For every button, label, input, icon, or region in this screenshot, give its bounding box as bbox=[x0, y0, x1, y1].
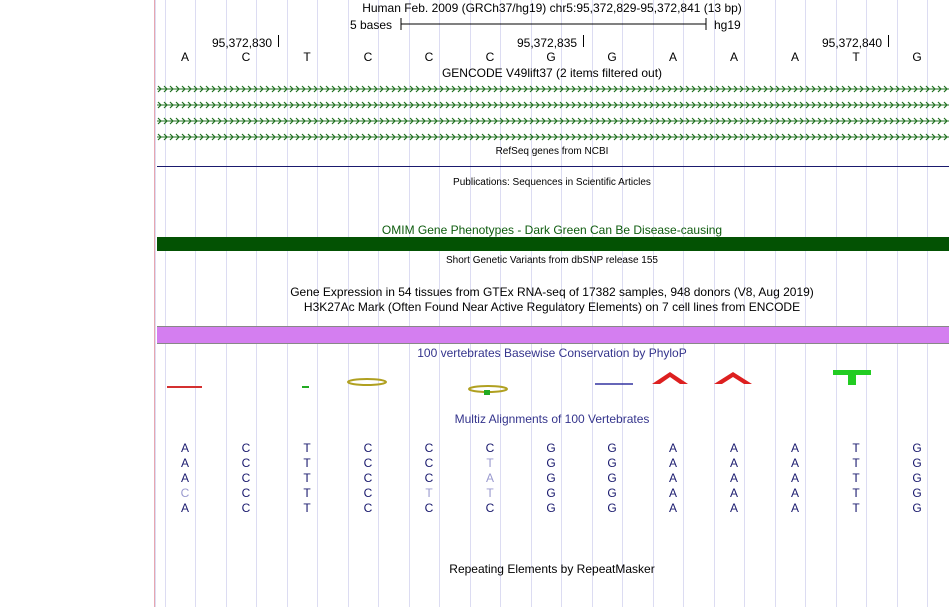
aligned-base: T bbox=[852, 486, 860, 500]
aligned-base-mismatch: T bbox=[425, 486, 433, 500]
multiz-track-title: Multiz Alignments of 100 Vertebrates bbox=[454, 412, 650, 426]
aligned-base: G bbox=[546, 471, 556, 485]
aligned-base: A bbox=[790, 441, 799, 455]
aligned-base: C bbox=[241, 456, 251, 470]
phylop-mark bbox=[652, 372, 688, 384]
aligned-base: C bbox=[485, 441, 495, 455]
aligned-base: A bbox=[729, 471, 738, 485]
aligned-base: A bbox=[790, 471, 799, 485]
aligned-base: A bbox=[668, 456, 677, 470]
coordinate-tick bbox=[583, 35, 584, 47]
base: C bbox=[485, 50, 495, 64]
base: A bbox=[668, 50, 677, 64]
aligned-base: T bbox=[303, 501, 311, 515]
aligned-base: A bbox=[729, 456, 738, 470]
cast-transcript-1[interactable] bbox=[157, 84, 949, 94]
aligned-base: C bbox=[424, 501, 434, 515]
phylop-mark bbox=[469, 386, 507, 395]
aligned-base: T bbox=[303, 486, 311, 500]
repeatmasker-track-title: Repeating Elements by RepeatMasker bbox=[449, 562, 655, 576]
aligned-base: A bbox=[668, 441, 677, 455]
aligned-base: G bbox=[912, 441, 922, 455]
aligned-base: G bbox=[607, 456, 617, 470]
aligned-base: G bbox=[912, 501, 922, 515]
base: C bbox=[241, 50, 251, 64]
aligned-base: C bbox=[363, 441, 373, 455]
omim-track-title: OMIM Gene Phenotypes - Dark Green Can Be Disease-causing bbox=[381, 223, 723, 237]
aligned-base: A bbox=[180, 456, 189, 470]
omim-gene-bar[interactable] bbox=[157, 237, 949, 251]
refseq-track-title: RefSeq genes from NCBI bbox=[495, 146, 609, 157]
scale-text: 5 bases bbox=[350, 18, 393, 32]
aligned-base: G bbox=[607, 501, 617, 515]
h3k27ac-track-title: H3K27Ac Mark (Often Found Near Active Regulatory Elements) on 7 cell lines from ENCODE bbox=[303, 300, 801, 314]
publications-track-title: Publications: Sequences in Scientific Articles bbox=[453, 177, 651, 188]
aligned-base: G bbox=[607, 486, 617, 500]
coordinate-tick bbox=[278, 35, 279, 47]
coordinate-label: 95,372,840 bbox=[822, 36, 883, 50]
base: G bbox=[912, 50, 922, 64]
base: T bbox=[303, 50, 311, 64]
aligned-base: C bbox=[363, 486, 373, 500]
dbsnp-track-title: Short Genetic Variants from dbSNP release 155 bbox=[446, 255, 658, 266]
aligned-base: G bbox=[546, 456, 556, 470]
scale-bar bbox=[400, 17, 710, 31]
aligned-base: T bbox=[852, 471, 860, 485]
base: G bbox=[607, 50, 617, 64]
aligned-base: C bbox=[241, 441, 251, 455]
track-label-column bbox=[0, 0, 155, 607]
aligned-base: T bbox=[852, 501, 860, 515]
cast-transcript-2[interactable] bbox=[157, 100, 949, 110]
aligned-base: C bbox=[241, 471, 251, 485]
aligned-base: G bbox=[546, 501, 556, 515]
aligned-base: T bbox=[852, 441, 860, 455]
base: G bbox=[546, 50, 556, 64]
aligned-base: C bbox=[363, 501, 373, 515]
aligned-base: C bbox=[241, 501, 251, 515]
cast-transcript-3[interactable] bbox=[157, 116, 949, 126]
phylop-track-title: 100 vertebrates Basewise Conservation by PhyloP bbox=[417, 346, 687, 360]
base: T bbox=[852, 50, 860, 64]
aligned-base: A bbox=[729, 441, 738, 455]
aligned-base: A bbox=[668, 486, 677, 500]
window-position-text: Human Feb. 2009 (GRCh37/hg19) chr5:95,372,829-95,372,841 (13 bp) bbox=[362, 1, 742, 15]
aligned-base: C bbox=[424, 441, 434, 455]
aligned-base: G bbox=[912, 486, 922, 500]
aligned-base: A bbox=[790, 486, 799, 500]
h3k27ac-signal-bar[interactable] bbox=[157, 326, 949, 344]
aligned-base: A bbox=[180, 501, 189, 515]
base: C bbox=[424, 50, 434, 64]
aligned-base: C bbox=[485, 501, 495, 515]
refseq-gene-line[interactable] bbox=[157, 166, 949, 167]
phylop-mark bbox=[348, 379, 386, 385]
aligned-base: G bbox=[912, 471, 922, 485]
aligned-base: C bbox=[363, 471, 373, 485]
coordinate-tick bbox=[888, 35, 889, 47]
base: C bbox=[363, 50, 373, 64]
aligned-base: G bbox=[546, 441, 556, 455]
aligned-base: T bbox=[303, 441, 311, 455]
aligned-base: A bbox=[668, 501, 677, 515]
aligned-base: A bbox=[790, 456, 799, 470]
aligned-base: A bbox=[180, 441, 189, 455]
coordinate-label: 95,372,835 bbox=[517, 36, 578, 50]
aligned-base: A bbox=[729, 486, 738, 500]
aligned-base: C bbox=[424, 471, 434, 485]
phylop-mark bbox=[714, 372, 752, 384]
aligned-base: T bbox=[303, 456, 311, 470]
aligned-base: G bbox=[546, 486, 556, 500]
base: A bbox=[729, 50, 738, 64]
aligned-base-mismatch: T bbox=[486, 486, 494, 500]
aligned-base-mismatch: A bbox=[485, 471, 494, 485]
phylop-conservation-plot[interactable] bbox=[157, 366, 949, 400]
aligned-base-mismatch: T bbox=[486, 456, 494, 470]
aligned-base: G bbox=[607, 441, 617, 455]
phylop-mark bbox=[833, 370, 871, 385]
assembly-text: hg19 bbox=[714, 18, 741, 32]
coordinate-label: 95,372,830 bbox=[212, 36, 273, 50]
gtex-track-title: Gene Expression in 54 tissues from GTEx RNA-seq of 17382 samples, 948 donors (V8, Aug 2019) bbox=[290, 285, 814, 299]
aligned-base: G bbox=[912, 456, 922, 470]
aligned-base: G bbox=[607, 471, 617, 485]
aligned-base: A bbox=[790, 501, 799, 515]
aligned-base-mismatch: C bbox=[180, 486, 190, 500]
cast-transcript-4[interactable] bbox=[157, 132, 949, 142]
gridline bbox=[155, 0, 156, 607]
aligned-base: C bbox=[363, 456, 373, 470]
aligned-base: T bbox=[852, 456, 860, 470]
aligned-base: A bbox=[729, 501, 738, 515]
gencode-track-title: GENCODE V49lift37 (2 items filtered out) bbox=[441, 66, 663, 80]
aligned-base: T bbox=[303, 471, 311, 485]
aligned-base: A bbox=[180, 471, 189, 485]
aligned-base: A bbox=[668, 471, 677, 485]
aligned-base: C bbox=[241, 486, 251, 500]
base: A bbox=[790, 50, 799, 64]
aligned-base: C bbox=[424, 456, 434, 470]
base: A bbox=[180, 50, 189, 64]
